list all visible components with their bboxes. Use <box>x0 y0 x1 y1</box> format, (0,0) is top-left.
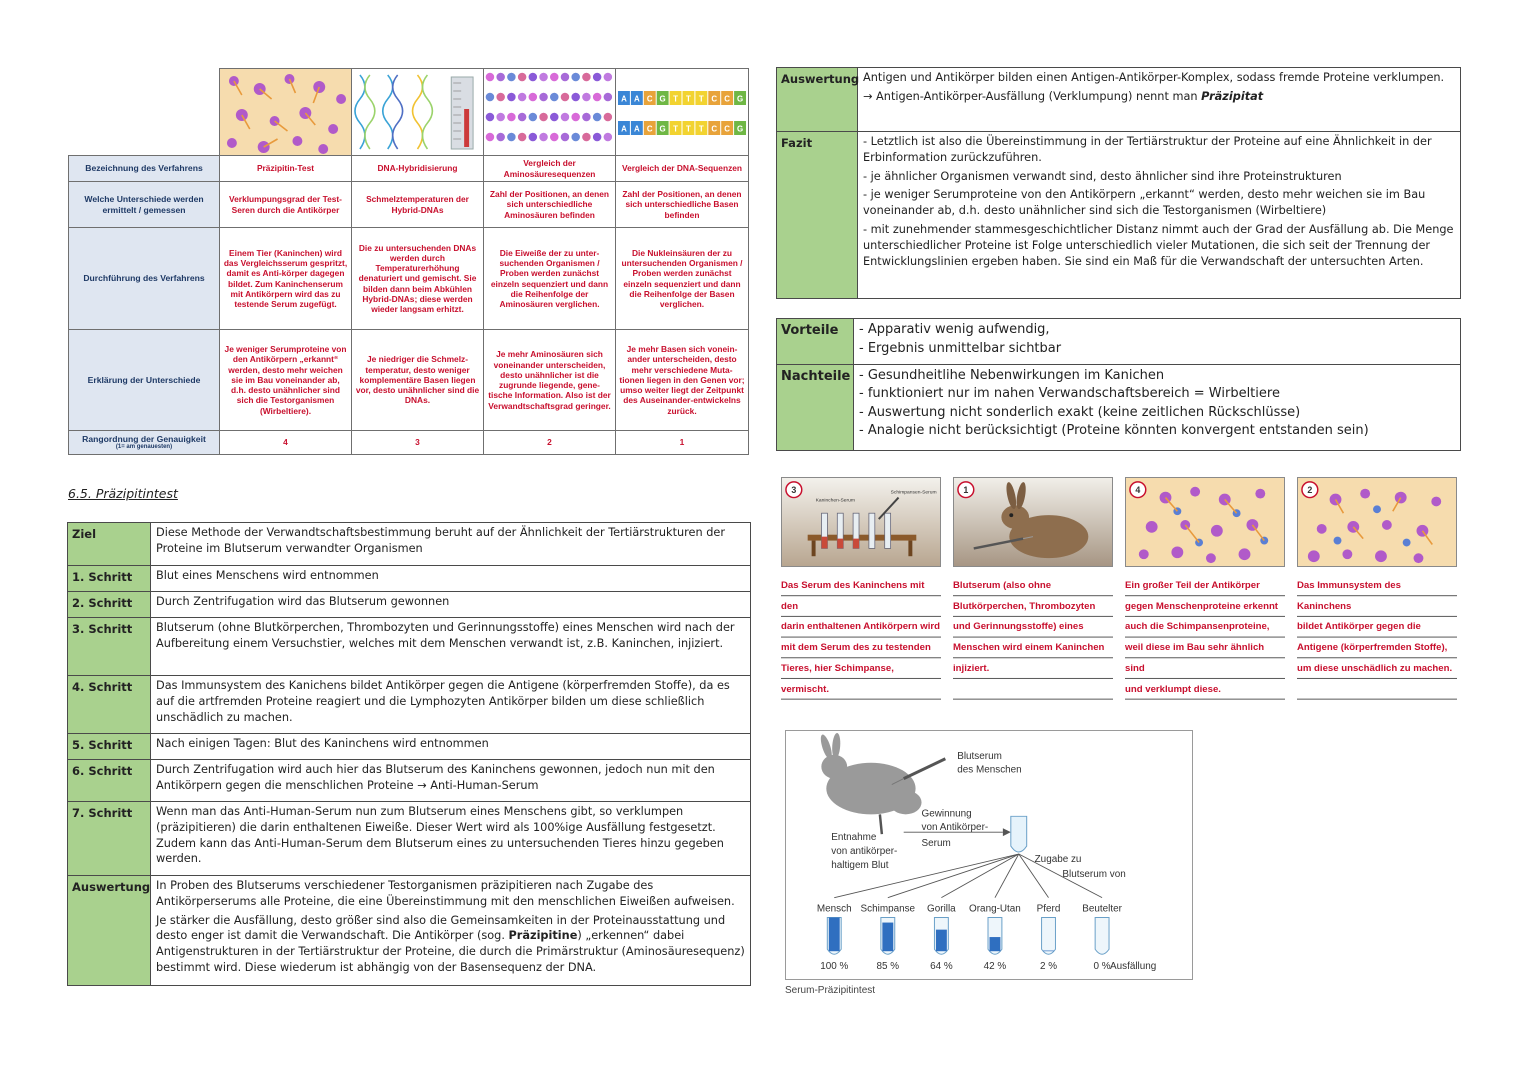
test-tube <box>1095 917 1109 954</box>
evaluation-bold-term: Präzipitine <box>508 929 578 943</box>
method-name: Präzipitin-Test <box>220 156 352 182</box>
tube-percent-label: 2 % <box>1039 961 1058 973</box>
step-text: Durch Zentrifugation wird das Blutserum gewonnen <box>151 592 751 618</box>
precipitate-fill <box>936 930 947 952</box>
amino-acid-bead <box>507 92 516 101</box>
dna-sequence-image <box>616 69 749 156</box>
tube-species-label: Orang-Utan <box>969 903 1021 915</box>
amino-acid-bead <box>560 132 569 141</box>
amino-acid-bead <box>539 112 548 121</box>
step-text: Nach einigen Tagen: Blut des Kaninchens wird entnommen <box>151 734 751 760</box>
amino-acid-bead <box>485 112 494 121</box>
fazit-item: - mit zunehmender stammesgeschichtlicher Distanz nimmt auch der Grad der Ausfällung ab. Die Menge unterschiedlicher Proteine ist Folge unterschiedlich vieler Mutationen, die sich seit der Trennung der Entwicklungslinien ergeben haben. Sie sind ein Maß für die Verwandschaft der untersuchten Arten. <box>863 223 1454 268</box>
method-explanation: Je niedriger die Schmelz-temperatur, desto weniger komplementäre Basen liegen vor, desto unähnlicher sind die DNAs. <box>352 330 484 431</box>
test-tube <box>1042 917 1056 954</box>
amino-acid-bead <box>496 132 505 141</box>
amino-acid-bead <box>518 112 527 121</box>
nachteile-list <box>854 365 1461 451</box>
method-explanation: Je mehr Basen sich vonein-ander unterscheiden, desto mehr verschiedene Muta-tionen liegen in den Genen vor; umso weiter liegt der Zeitpunkt des Auseinander-entwickelns zurück. <box>616 330 749 431</box>
pros-cons-table <box>776 318 1461 451</box>
caption-line: um diese unschädlich zu machen. <box>1297 662 1453 674</box>
row-header-procedure: Durchführung des Verfahrens <box>69 228 220 330</box>
method-explanation: Je mehr Aminosäuren sich voneinander unterscheiden, desto unähnlicher ist die zugrunde liegende, gene-tische Information. Also ist der Verwandtschaftsgrad geringer. <box>484 330 616 431</box>
rank-header-label: Rangordnung der Genauigkeit <box>82 433 206 444</box>
tube-percent-label: 64 % <box>930 961 953 973</box>
step-number: 3 <box>791 485 797 496</box>
dna-base-letter: A <box>621 124 627 134</box>
method-procedure: Die zu untersuchenden DNAs werden durch Temperaturerhöhung denaturiert und gemischt. Sie bilden dann beim Abkühlen Hybrid-DNAs; diese werden wieder langsam erhitzt. <box>352 228 484 330</box>
dna-base-letter: G <box>659 124 666 134</box>
amino-acid-bead <box>593 132 602 141</box>
precipitate-fill <box>829 917 840 951</box>
label-blutserum: des Menschen <box>957 764 1022 776</box>
tube-species-label: Mensch <box>816 903 852 915</box>
nachteil-item: - Analogie nicht berücksichtigt (Proteine könnten konvergent entstanden sein) <box>859 423 1369 439</box>
diagram-caption: Serum-Präzipitintest <box>785 985 876 996</box>
row-header-rank <box>69 431 220 455</box>
agglutination-image <box>1125 477 1285 567</box>
evaluation-paragraph: In Proben des Blutserums verschiedener Testorganismen präzipitieren nach Zugabe des Antikörperserums alle Proteine, die eine Übereinstimmung mit den menschlichen Eiweißen aufweisen. <box>156 879 735 908</box>
evaluation-paragraph <box>156 913 745 976</box>
method-measured: Zahl der Positionen, an denen sich unterschiedliche Aminosäuren befinden <box>484 182 616 228</box>
step-text: Wenn man das Anti-Human-Serum nun zum Blutserum eines Menschens gibt, so verklumpen (präzipitieren) die darin enthaltenen Eiweiße. Dieser Wert wird als 100%ige Ausfällung festgesetzt. Zudem kann das Anti-Human-Serum dem Blutserum eines zu untersuchenden Tieres hinzu gegeben werden. <box>151 802 751 876</box>
row-header-explanation: Erklärung der Unterschiede <box>69 330 220 431</box>
nachteile-label: Nachteile <box>777 365 854 451</box>
method-measured: Schmelztemperaturen der Hybrid-DNAs <box>352 182 484 228</box>
amino-acid-bead <box>539 92 548 101</box>
amino-acid-bead <box>485 92 494 101</box>
label-gewinnung: Gewinnung <box>921 808 972 820</box>
dna-base-letter: A <box>621 94 627 104</box>
step-label: Ziel <box>68 523 151 566</box>
method-procedure: Die Nukleinsäuren der zu untersuchenden Organismen / Proben werden zunächst einzeln sequenziert und dann die Reihenfolge der Basen verglichen. <box>616 228 749 330</box>
precipitate-fill <box>882 923 893 952</box>
caption-line: auch die Schimpansenproteine, <box>1125 621 1270 633</box>
label-entnahme: haltigem Blut <box>831 859 889 871</box>
amino-acid-bead <box>496 92 505 101</box>
fazit-item: - Letztlich ist also die Übereinstimmung in der Tertiärstruktur der Proteine auf eine Ähnlichkeit in der Erbinformation zurückzuführen. <box>863 135 1432 164</box>
dna-base-letter: T <box>673 94 678 104</box>
dna-base-letter: G <box>736 124 744 134</box>
dna-base-letter: G <box>659 94 666 104</box>
dna-base-letter: A <box>633 94 640 104</box>
method-rank: 4 <box>220 431 352 455</box>
dna-hybrid-image <box>352 69 484 156</box>
caption-line: Das Immunsystem des Kaninchens <box>1297 580 1401 612</box>
dna-base-letter: C <box>711 124 718 134</box>
amino-acid-bead <box>496 112 505 121</box>
caption-line: Blutserum (also ohne <box>953 580 1052 591</box>
amino-acid-bead <box>550 92 559 101</box>
caption-line: gegen Menschenproteine erkennt <box>1125 600 1278 612</box>
amino-acid-bead <box>603 132 612 141</box>
tube-species-label: Beutelter <box>1082 903 1122 915</box>
amino-acid-bead <box>582 92 591 101</box>
nachteil-item: - Gesundheitlihe Nebenwirkungen im Kanichen <box>859 368 1165 383</box>
amino-acid-bead <box>528 92 537 101</box>
amino-acid-bead <box>593 112 602 121</box>
tube-species-label: Pferd <box>1036 903 1061 915</box>
amino-acid-bead <box>550 112 559 121</box>
step-text: Das Immunsystem des Kanichens bildet Antikörper gegen die Antigene (körperfremden Stoffe), da es auf die artfremden Proteine reagiert und die Lymphozyten Antikörper bilden um diese schließlich unschädlich zu machen. <box>151 676 751 734</box>
aminoacid-image <box>484 69 616 156</box>
precipitin-test-diagram <box>785 730 1193 980</box>
dna-base-letter: C <box>724 124 731 134</box>
rabbit-illustration <box>819 733 922 815</box>
step-label: 6. Schritt <box>68 760 151 802</box>
amino-acid-bead <box>539 132 548 141</box>
image-caption <box>781 576 941 700</box>
antibody-formation-image <box>1297 477 1457 567</box>
vorteil-item: - Ergebnis unmittelbar sichtbar <box>859 340 1062 356</box>
method-measured: Zahl der Positionen, an denen sich unterschiedliche Basen befinden <box>616 182 749 228</box>
method-comparison-table <box>68 68 749 455</box>
amino-acid-bead <box>518 72 527 81</box>
dna-base-letter: T <box>686 94 691 104</box>
image-caption <box>1125 576 1285 700</box>
method-rank: 1 <box>616 431 749 455</box>
method-explanation: Je weniger Serumproteine von den Antikörpern „erkannt“ werden, desto mehr weichen sie im Bau voneinander ab, d.h. desto unähnlicher sind sich die Testorganismen (Wirbeltiere). <box>220 330 352 431</box>
step-number: 2 <box>1307 485 1313 496</box>
rabbit-injection-image <box>953 477 1113 567</box>
amino-acid-bead <box>507 72 516 81</box>
amino-acid-bead <box>518 92 527 101</box>
amino-acid-bead <box>582 132 591 141</box>
amino-acid-bead <box>593 92 602 101</box>
dna-base-letter: T <box>686 124 691 134</box>
amino-acid-bead <box>485 72 494 81</box>
label-ausfallung: Ausfällung <box>1110 961 1157 973</box>
amino-acid-bead <box>507 112 516 121</box>
amino-acid-bead <box>550 132 559 141</box>
amino-acid-bead <box>571 132 580 141</box>
amino-acid-bead <box>593 72 602 81</box>
step-label: 4. Schritt <box>68 676 151 734</box>
step-text: Diese Methode der Verwandtschaftsbestimmung beruht auf der Ähnlichkeit der Tertiärstrukturen der Proteine im Blutserum verwandter Organismen <box>151 523 751 566</box>
method-name: DNA-Hybridisierung <box>352 156 484 182</box>
label-entnahme: Entnahme <box>831 832 877 844</box>
evaluation-text-part: Je stärker die Ausfällung, desto größer sind also die Gemeinsamkeiten in der Proteinausstattung und desto enger ist damit die Verwandschaft. Die Antikörper (sog. <box>156 913 726 943</box>
caption-line: Ein großer Teil der Antikörper <box>1125 580 1260 591</box>
label-zugabe: Blutserum von <box>1062 868 1126 880</box>
method-procedure: Die Eiweiße der zu unter-suchenden Organismen / Proben werden zunächst einzeln sequenziert und dann die Reihenfolge der Aminosäuren verglichen. <box>484 228 616 330</box>
caption-line: bildet Antikörper gegen die <box>1297 621 1421 633</box>
vorteil-item: - Apparativ wenig aufwendig, <box>859 322 1050 337</box>
amino-acid-bead <box>603 112 612 121</box>
label-entnahme: von antikörper- <box>831 846 898 858</box>
amino-acid-bead <box>582 72 591 81</box>
caption-line: darin enthaltenen Antikörpern wird <box>781 621 941 633</box>
amino-acid-bead <box>518 132 527 141</box>
step-label: 7. Schritt <box>68 802 151 876</box>
rank-note: (1= am genauesten) <box>115 444 173 451</box>
method-measured: Verklumpungsgrad der Test-Seren durch die Antikörper <box>220 182 352 228</box>
amino-acid-bead <box>528 112 537 121</box>
amino-acid-bead <box>539 72 548 81</box>
label-blutserum: Blutserum <box>957 750 1002 762</box>
caption-line: Tieres, hier Schimpanse, vermischt. <box>781 662 894 695</box>
method-rank: 2 <box>484 431 616 455</box>
amino-acid-bead <box>560 72 569 81</box>
dna-base-letter: C <box>646 124 653 134</box>
caption-line: Menschen wird einem Kaninchen <box>953 642 1105 654</box>
caption-line: mit dem Serum des zu testenden <box>781 642 931 654</box>
step-text: Blut eines Menschens wird entnommen <box>151 566 751 592</box>
tube-percent-label: 85 % <box>876 961 900 973</box>
table-corner <box>69 69 220 156</box>
auswertung-text <box>858 68 1461 132</box>
amino-acid-bead <box>571 92 580 101</box>
vorteile-list <box>854 319 1461 365</box>
evaluation-conclusion-table <box>776 67 1461 299</box>
label-zugabe: Zugabe zu <box>1034 853 1082 865</box>
tube-percent-label: 0 % <box>1093 961 1111 973</box>
step-label: 3. Schritt <box>68 618 151 676</box>
amino-acid-bead <box>582 112 591 121</box>
row-header-name: Bezeichnung des Verfahrens <box>69 156 220 182</box>
row-header-measured: Welche Unterschiede werden ermittelt / gemessen <box>69 182 220 228</box>
amino-acid-bead <box>528 72 537 81</box>
precipitate-fill <box>1043 951 1054 952</box>
label-gewinnung: Serum <box>921 838 951 850</box>
caption-line: und verklumpt diese. <box>1125 683 1221 695</box>
caption-line: injiziert. <box>953 662 990 674</box>
nachteil-item: - Auswertung nicht sonderlich exakt (keine zeitlichen Rückschlüsse) <box>859 404 1301 420</box>
tube-species-label: Gorilla <box>927 903 956 915</box>
auswertung-label: Auswertung <box>777 68 858 132</box>
caption-line: Das Serum des Kaninchens mit den <box>781 580 925 612</box>
section-title: 6.5. Präzipitintest <box>68 486 178 501</box>
step-text: Durch Zentrifugation wird auch hier das Blutserum des Kaninchens gewonnen, jedoch nun mit den Antikörpern gegen die menschlichen Proteine → Anti-Human-Serum <box>151 760 751 802</box>
step-number: 1 <box>963 485 969 496</box>
dna-base-letter: T <box>698 94 704 104</box>
step-label: 1. Schritt <box>68 566 151 592</box>
evaluation-label: Auswertung <box>68 876 151 986</box>
image-label: Kaninchen-Serum <box>815 498 856 504</box>
precipitate-fill <box>989 937 1000 951</box>
caption-line: weil diese im Bau sehr ähnlich sind <box>1125 642 1265 674</box>
auswertung-paragraph <box>863 89 1455 105</box>
fazit-label: Fazit <box>777 132 858 299</box>
amino-acid-bead <box>528 132 537 141</box>
fazit-item: - je weniger Serumproteine von den Antikörpern „erkannt“ werden, desto mehr weichen sie im Bau voneinander ab, d.h. desto unähnlicher sind sich die Testorganismen (Wirbeltiere) <box>863 188 1426 218</box>
dna-base-letter: A <box>633 124 640 134</box>
method-rank: 3 <box>352 431 484 455</box>
step-number: 4 <box>1135 485 1141 496</box>
amino-acid-bead <box>603 72 612 81</box>
evaluation-text <box>151 876 751 986</box>
caption-line: Blutkörperchen, Thrombozyten <box>953 600 1096 612</box>
dna-base-letter: T <box>673 124 678 134</box>
method-procedure: Einem Tier (Kaninchen) wird das Vergleichsserum gespritzt, damit es Anti-körper dagegen bildet. Zum Kaninchenserum mit Antikörpern wird das zu testende Serum zugefügt. <box>220 228 352 330</box>
image-caption <box>953 576 1113 700</box>
dna-base-letter: T <box>698 124 704 134</box>
method-name: Vergleich der DNA-Sequenzen <box>616 156 749 182</box>
amino-acid-bead <box>560 112 569 121</box>
auswertung-bold-term: Präzipitat <box>1201 89 1264 103</box>
dna-base-letter: C <box>646 94 653 104</box>
label-gewinnung: von Antikörper- <box>921 822 989 834</box>
mixing-sera-image <box>781 477 941 567</box>
fazit-text <box>858 132 1461 299</box>
step-text: Blutserum (ohne Blutkörperchen, Thrombozyten und Gerinnungsstoffe) eines Menschen wird nach der Aufbereitung einem Versuchstier, welches mit dem Menschen verwandt ist, z.B. Kaninchen, injiziert. <box>151 618 751 676</box>
tube-species-label: Schimpanse <box>860 903 916 915</box>
auswertung-text-part: → Antigen-Antikörper-Ausfällung (Verklumpung) nennt man <box>863 89 1202 103</box>
amino-acid-bead <box>571 112 580 121</box>
auswertung-paragraph: Antigen und Antikörper bilden einen Antigen-Antikörper-Komplex, sodass fremde Proteine verklumpen. <box>863 71 1445 84</box>
amino-acid-bead <box>485 132 494 141</box>
step-label: 5. Schritt <box>68 734 151 760</box>
steps-table <box>67 522 751 986</box>
image-caption <box>1297 576 1457 700</box>
evaluation-text-part: ) „erkennen“ dabei Antigenstrukturen in der Tertiärstruktur der Proteine, die durch die Primärstruktur (Aminosäuresequenz) bestimmt wird. Diese wiederum ist abhängig von der Basensequenz der DNA. <box>156 929 745 975</box>
amino-acid-bead <box>507 132 516 141</box>
step-label: 2. Schritt <box>68 592 151 618</box>
fazit-item: - je ähnlicher Organismen verwandt sind, desto ähnlicher sind ihre Proteinstrukturen <box>863 169 1342 183</box>
tube-percent-label: 100 % <box>820 961 849 973</box>
caption-line: und Gerinnungsstoffe) eines <box>953 621 1084 633</box>
vorteile-label: Vorteile <box>777 319 854 365</box>
dna-base-letter: C <box>711 94 718 104</box>
amino-acid-bead <box>496 72 505 81</box>
caption-line: Antigene (körperfremden Stoffe), <box>1297 642 1448 654</box>
amino-acid-bead <box>603 92 612 101</box>
amino-acid-bead <box>560 92 569 101</box>
amino-acid-bead <box>550 72 559 81</box>
nachteil-item: - funktioniert nur im nahen Verwandschaftsbereich = Wirbeltiere <box>859 386 1280 402</box>
dna-base-letter: G <box>736 94 744 104</box>
tube-percent-label: 42 % <box>983 961 1007 973</box>
image-label: Schimpansen-Serum <box>890 490 937 496</box>
amino-acid-bead <box>571 72 580 81</box>
method-name: Vergleich der Aminosäuresequenzen <box>484 156 616 182</box>
precipitin-image <box>220 69 352 156</box>
dna-base-letter: C <box>724 94 731 104</box>
